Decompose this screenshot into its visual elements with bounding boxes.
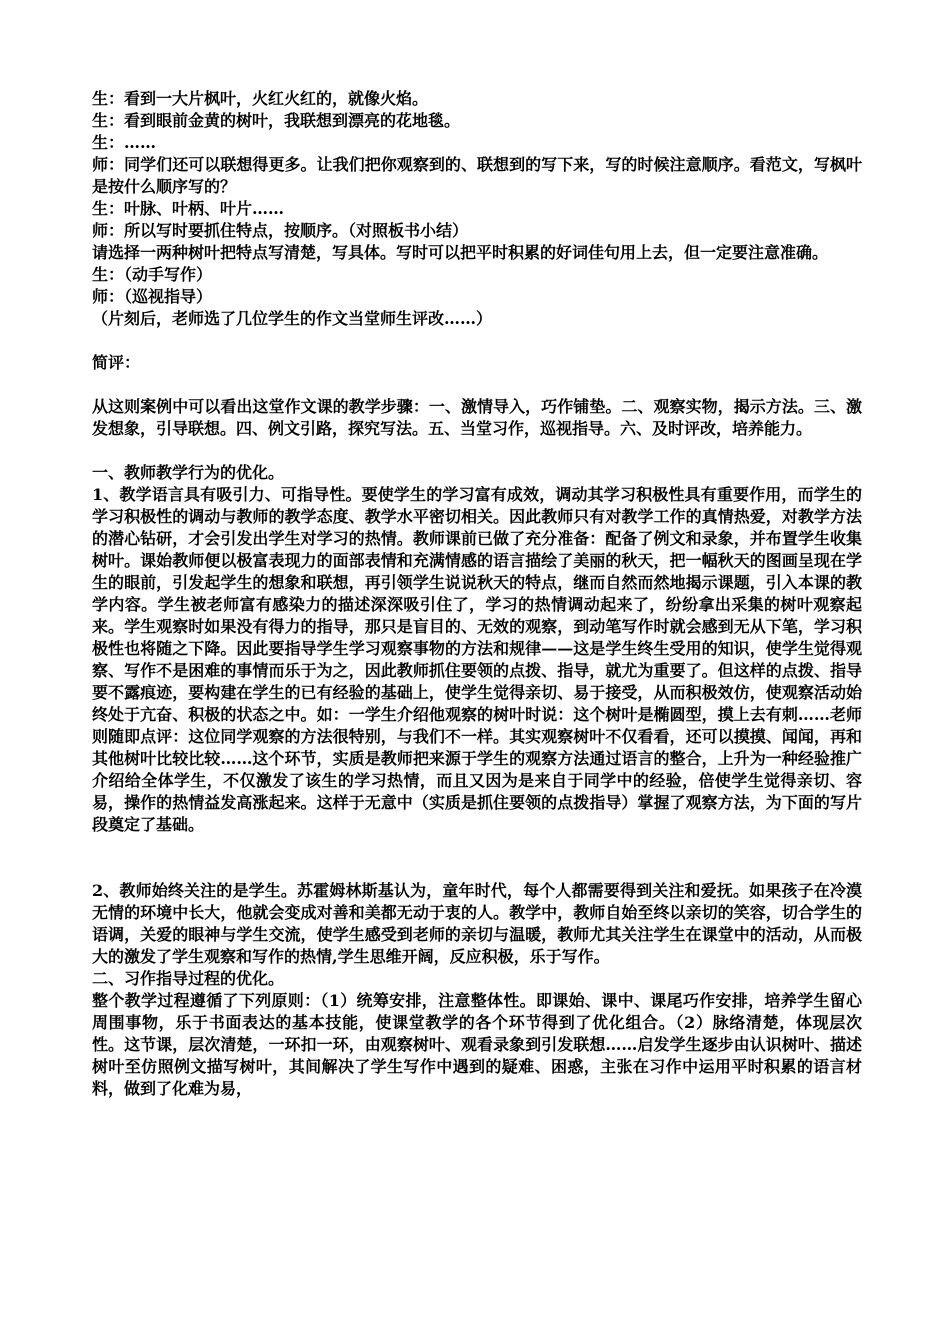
spacer [92, 330, 862, 352]
dialogue-line-2: 生：看到眼前金黄的树叶，我联想到漂亮的花地毯。 [92, 111, 461, 130]
summary-paragraph: 从这则案例中可以看出这堂作文课的教学步骤：一、激情导入，巧作铺垫。二、观察实物，揭示方法。三、激发想象，引导联想。四、例文引路，探究写法。五、当堂习作，巡视指导。六、及时评改，培养能力。 [92, 397, 862, 438]
section1-paragraph-2: 2、教师始终关注的是学生。苏霍姆林斯基认为，童年时代，每个人都需要得到关注和爱抚。如果孩子在冷漠无情的环境中长大，他就会变成对善和美都无动于衷的人。教学中，教师自始至终以亲切的笑容，切合学生的语调，关爱的眼神与学生交流，使学生感受到老师的亲切与温暖，教师尤其关注学生在课堂中的活动，从而极大的激发了学生观察和写作的热情,学生思维开阔，反应积极，乐于写作。 [92, 881, 862, 966]
section2-heading: 二、习作指导过程的优化。 [92, 969, 285, 988]
dialogue-line-7: 请选择一两种树叶把特点写清楚，写具体。写时可以把平时积累的好词佳句用上去，但一定要注意准确。 [92, 243, 829, 262]
section1-heading: 一、教师教学行为的优化。 [92, 463, 285, 482]
spacer [92, 836, 862, 880]
dialogue-line-5: 生：叶脉、叶柄、叶片…… [92, 199, 285, 218]
dialogue-line-6: 师：所以写时要抓住特点，按顺序。（对照板书小结） [92, 221, 469, 240]
dialogue-line-10: （片刻后，老师选了几位学生的作文当堂师生评改……） [92, 309, 493, 328]
document-page [92, 88, 862, 1100]
dialogue-line-8: 生：（动手写作） [92, 265, 213, 284]
comment-heading: 简评： [92, 353, 141, 372]
dialogue-line-3: 生：…… [92, 133, 157, 152]
spacer [92, 440, 862, 462]
section2-paragraph-1: 整个教学过程遵循了下列原则：（1）统筹安排，注意整体性。即课始、课中、课尾巧作安排，培养学生留心周围事物，乐于书面表达的基本技能，使课堂教学的各个环节得到了优化组合。（2）脉络清楚，体现层次性。这节课，层次清楚，一环扣一环，由观察树叶、观看录象到引发联想……启发学生逐步由认识树叶、描述树叶至仿照例文描写树叶，其间解决了学生写作中遇到的疑难、困惑，主张在习作中运用平时积累的语言材料，做到了化难为易， [92, 991, 862, 1098]
dialogue-line-1: 生：看到一大片枫叶，火红火红的，就像火焰。 [92, 89, 429, 108]
dialogue-line-9: 师：（巡视指导） [92, 287, 213, 306]
dialogue-line-4: 师：同学们还可以联想得更多。让我们把你观察到的、联想到的写下来，写的时候注意顺序。看范文，写枫叶是按什么顺序写的？ [92, 155, 862, 196]
section1-paragraph-1: 1、教学语言具有吸引力、可指导性。要使学生的学习富有成效，调动其学习积极性具有重要作用，而学生的学习积极性的调动与教师的教学态度、教学水平密切相关。因此教师只有对教学工作的真情热爱，对教学方法的潜心钻研，才会引发出学生对学习的热情。教师课前已做了充分准备：配备了例文和录象，并布置学生收集树叶。课始教师便以极富表现力的面部表情和充满情感的语言描绘了美丽的秋天，把一幅秋天的图画呈现在学生的眼前，引发起学生的想象和联想，再引领学生说说秋天的特点，继而自然而然地揭示课题，引入本课的教学内容。学生被老师富有感染力的描述深深吸引住了，学习的热情调动起来了，纷纷拿出采集的树叶观察起来。学生观察时如果没有得力的指导，那只是盲目的、无效的观察，到动笔写作时就会感到无从下笔，学习积极性也将随之下降。因此要指导学生学习观察事物的方法和规律——这是学生终生受用的知识，使学生觉得观察、写作不是困难的事情而乐于为之，因此教师抓住要领的点拨、指导，就尤为重要了。但这样的点拨、指导要不露痕迹，要构建在学生的已有经验的基础上，使学生觉得亲切、易于接受，从而积极效仿，使观察活动始终处于亢奋、积极的状态之中。如：一学生介绍他观察的树叶时说：这个树叶是椭圆型，摸上去有刺……老师则随即点评：这位同学观察的方法很特别，与我们不一样。其实观察树叶不仅看看，还可以摸摸、闻闻，再和其他树叶比较比较……这个环节，实质是教师把来源于学生的观察方法通过语言的整合，上升为一种经验推广介绍给全体学生，不仅激发了该生的学习热情，而且又因为是来自于同学中的经验，倍使学生觉得亲切、容易，操作的热情益发高涨起来。这样于无意中（实质是抓住要领的点拨指导）掌握了观察方法，为下面的写片段奠定了基础。 [92, 485, 862, 834]
spacer [92, 374, 862, 396]
